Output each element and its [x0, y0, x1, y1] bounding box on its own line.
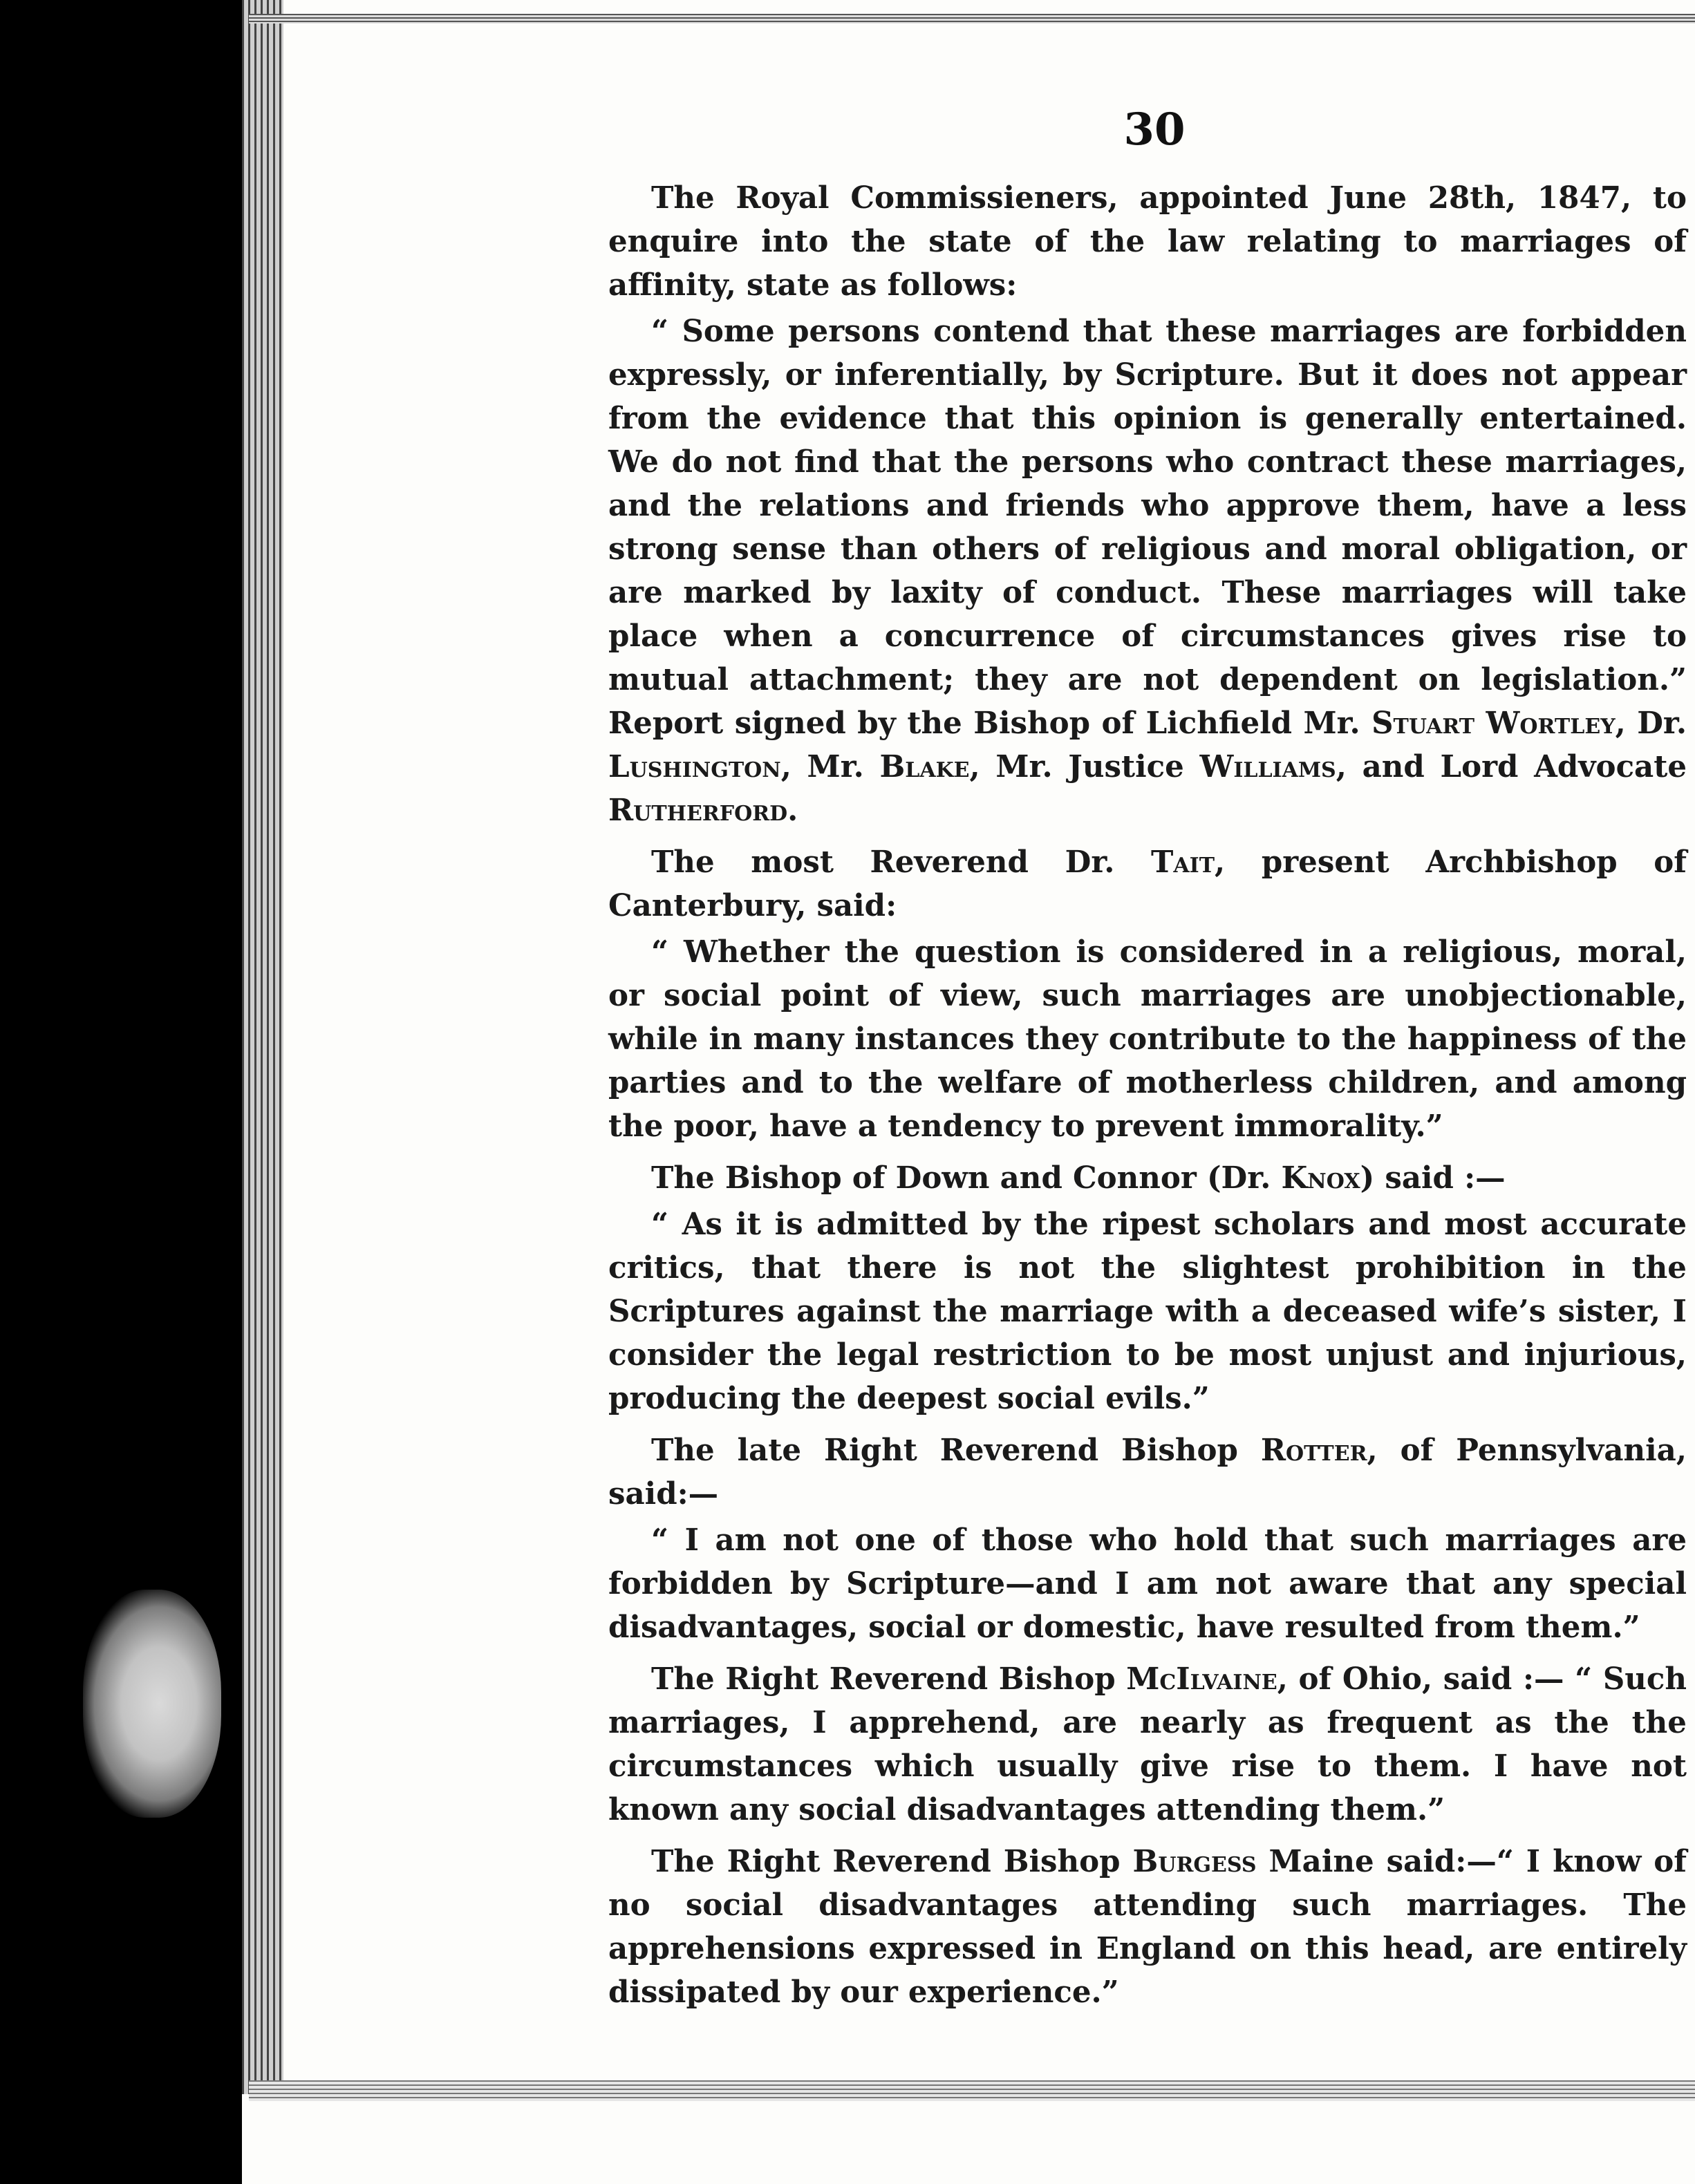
- text-run: The Right Reverend Bishop: [651, 1661, 1127, 1697]
- person-name: Lushington: [608, 749, 781, 784]
- text-run: “ As it is admitted by the ripest scholars and most accurate critics, that there is not the slightest prohibition in the Scriptures against the marriage with a deceased wife’s sister, I consider the legal restriction to be most unjust and injurious, producing the deepest social evils.”: [608, 1207, 1687, 1416]
- paragraph: [608, 930, 1687, 1148]
- page-stack-edge: [242, 0, 283, 2094]
- person-name: Burgess: [1132, 1844, 1257, 1879]
- text-run: , Dr.: [1615, 706, 1687, 741]
- text-run: , of Pennsylvania, said:—: [608, 1433, 1687, 1512]
- page-top-edge: [249, 14, 1695, 23]
- text-run: The Right Reverend Bishop: [651, 1844, 1133, 1879]
- person-name: McIlvaine: [1126, 1661, 1277, 1697]
- paragraph: [608, 1840, 1687, 2014]
- paragraph: [608, 310, 1687, 832]
- text-run: , Mr. Justice: [969, 749, 1200, 784]
- person-name: Stuart Wortley: [1371, 706, 1616, 741]
- text-run: The most Reverend Dr.: [651, 845, 1152, 880]
- text-run: Maine said:—“ I know of no social disadvantages attending such marriages. The apprehensions expressed in England on this head, are entirely dissipated by our experience.”: [608, 1844, 1687, 2010]
- paragraph: [608, 1203, 1687, 1420]
- text-run: , present Archbishop of Canterbury, said:: [608, 845, 1687, 923]
- paragraph: [608, 1429, 1687, 1516]
- paragraph: [608, 176, 1687, 307]
- text-run: The Bishop of Down and Connor (Dr.: [651, 1160, 1282, 1196]
- person-name: Williams: [1199, 749, 1336, 784]
- text-run: “ Whether the question is considered in a religious, moral, or social point of view, such marriages are unobjectionable, while in many instances they contribute to the happiness of the parties and to the welfare of motherless children, and among the poor, have a tendency to prevent immorality.”: [608, 934, 1687, 1144]
- person-name: Tait: [1151, 845, 1215, 880]
- paragraph: [608, 1156, 1687, 1200]
- person-name: Knox: [1281, 1160, 1360, 1196]
- scan-smudge: [83, 1590, 221, 1818]
- text-run: , Mr.: [780, 749, 880, 784]
- text-run: ) said :—: [1360, 1160, 1506, 1196]
- person-name: Rotter: [1260, 1433, 1367, 1468]
- text-run: “ Some persons contend that these marriages are forbidden expressly, or inferentially, by Scripture. But it does not appear from the evidence that this opinion is generally entertained. We do not find that the persons who contract these marriages, and the relations and friends who approve them, have a less strong sense than others of religious and moral obligation, or are marked by laxity of conduct. These marriages will take place when a concurrence of circumstances gives rise to mutual attachment; they are not dependent on legislation.” Report signed by the Bishop of Lichfield Mr.: [608, 314, 1687, 741]
- paragraph: [608, 1518, 1687, 1649]
- person-name: Rutherford: [608, 793, 788, 828]
- text-run: , and Lord Advocate: [1336, 749, 1687, 784]
- text-run: “ I am not one of those who hold that such marriages are forbidden by Scripture—and I am not aware that any special disadvantages, social or domestic, have resulted from them.”: [608, 1523, 1687, 1645]
- text-run: , of Ohio, said :— “ Such marriages, I apprehend, are nearly as frequent as the the circumstances which usually give rise to them. I have not known any social disadvantages attending them.”: [608, 1661, 1687, 1827]
- page-bottom-edge: [249, 2080, 1695, 2101]
- person-name: Blake: [879, 749, 970, 784]
- text-run: The Royal Commissieners, appointed June 28th, 1847, to enquire into the state of the law relating to marriages of affinity, state as follows:: [608, 180, 1687, 303]
- text-run: The late Right Reverend Bishop: [651, 1433, 1261, 1468]
- body-text: [608, 176, 1687, 2017]
- page-number: 30: [1123, 104, 1186, 156]
- paragraph: [608, 1657, 1687, 1832]
- paragraph: [608, 840, 1687, 928]
- text-run: .: [787, 793, 798, 828]
- scan-margin: [0, 0, 242, 2184]
